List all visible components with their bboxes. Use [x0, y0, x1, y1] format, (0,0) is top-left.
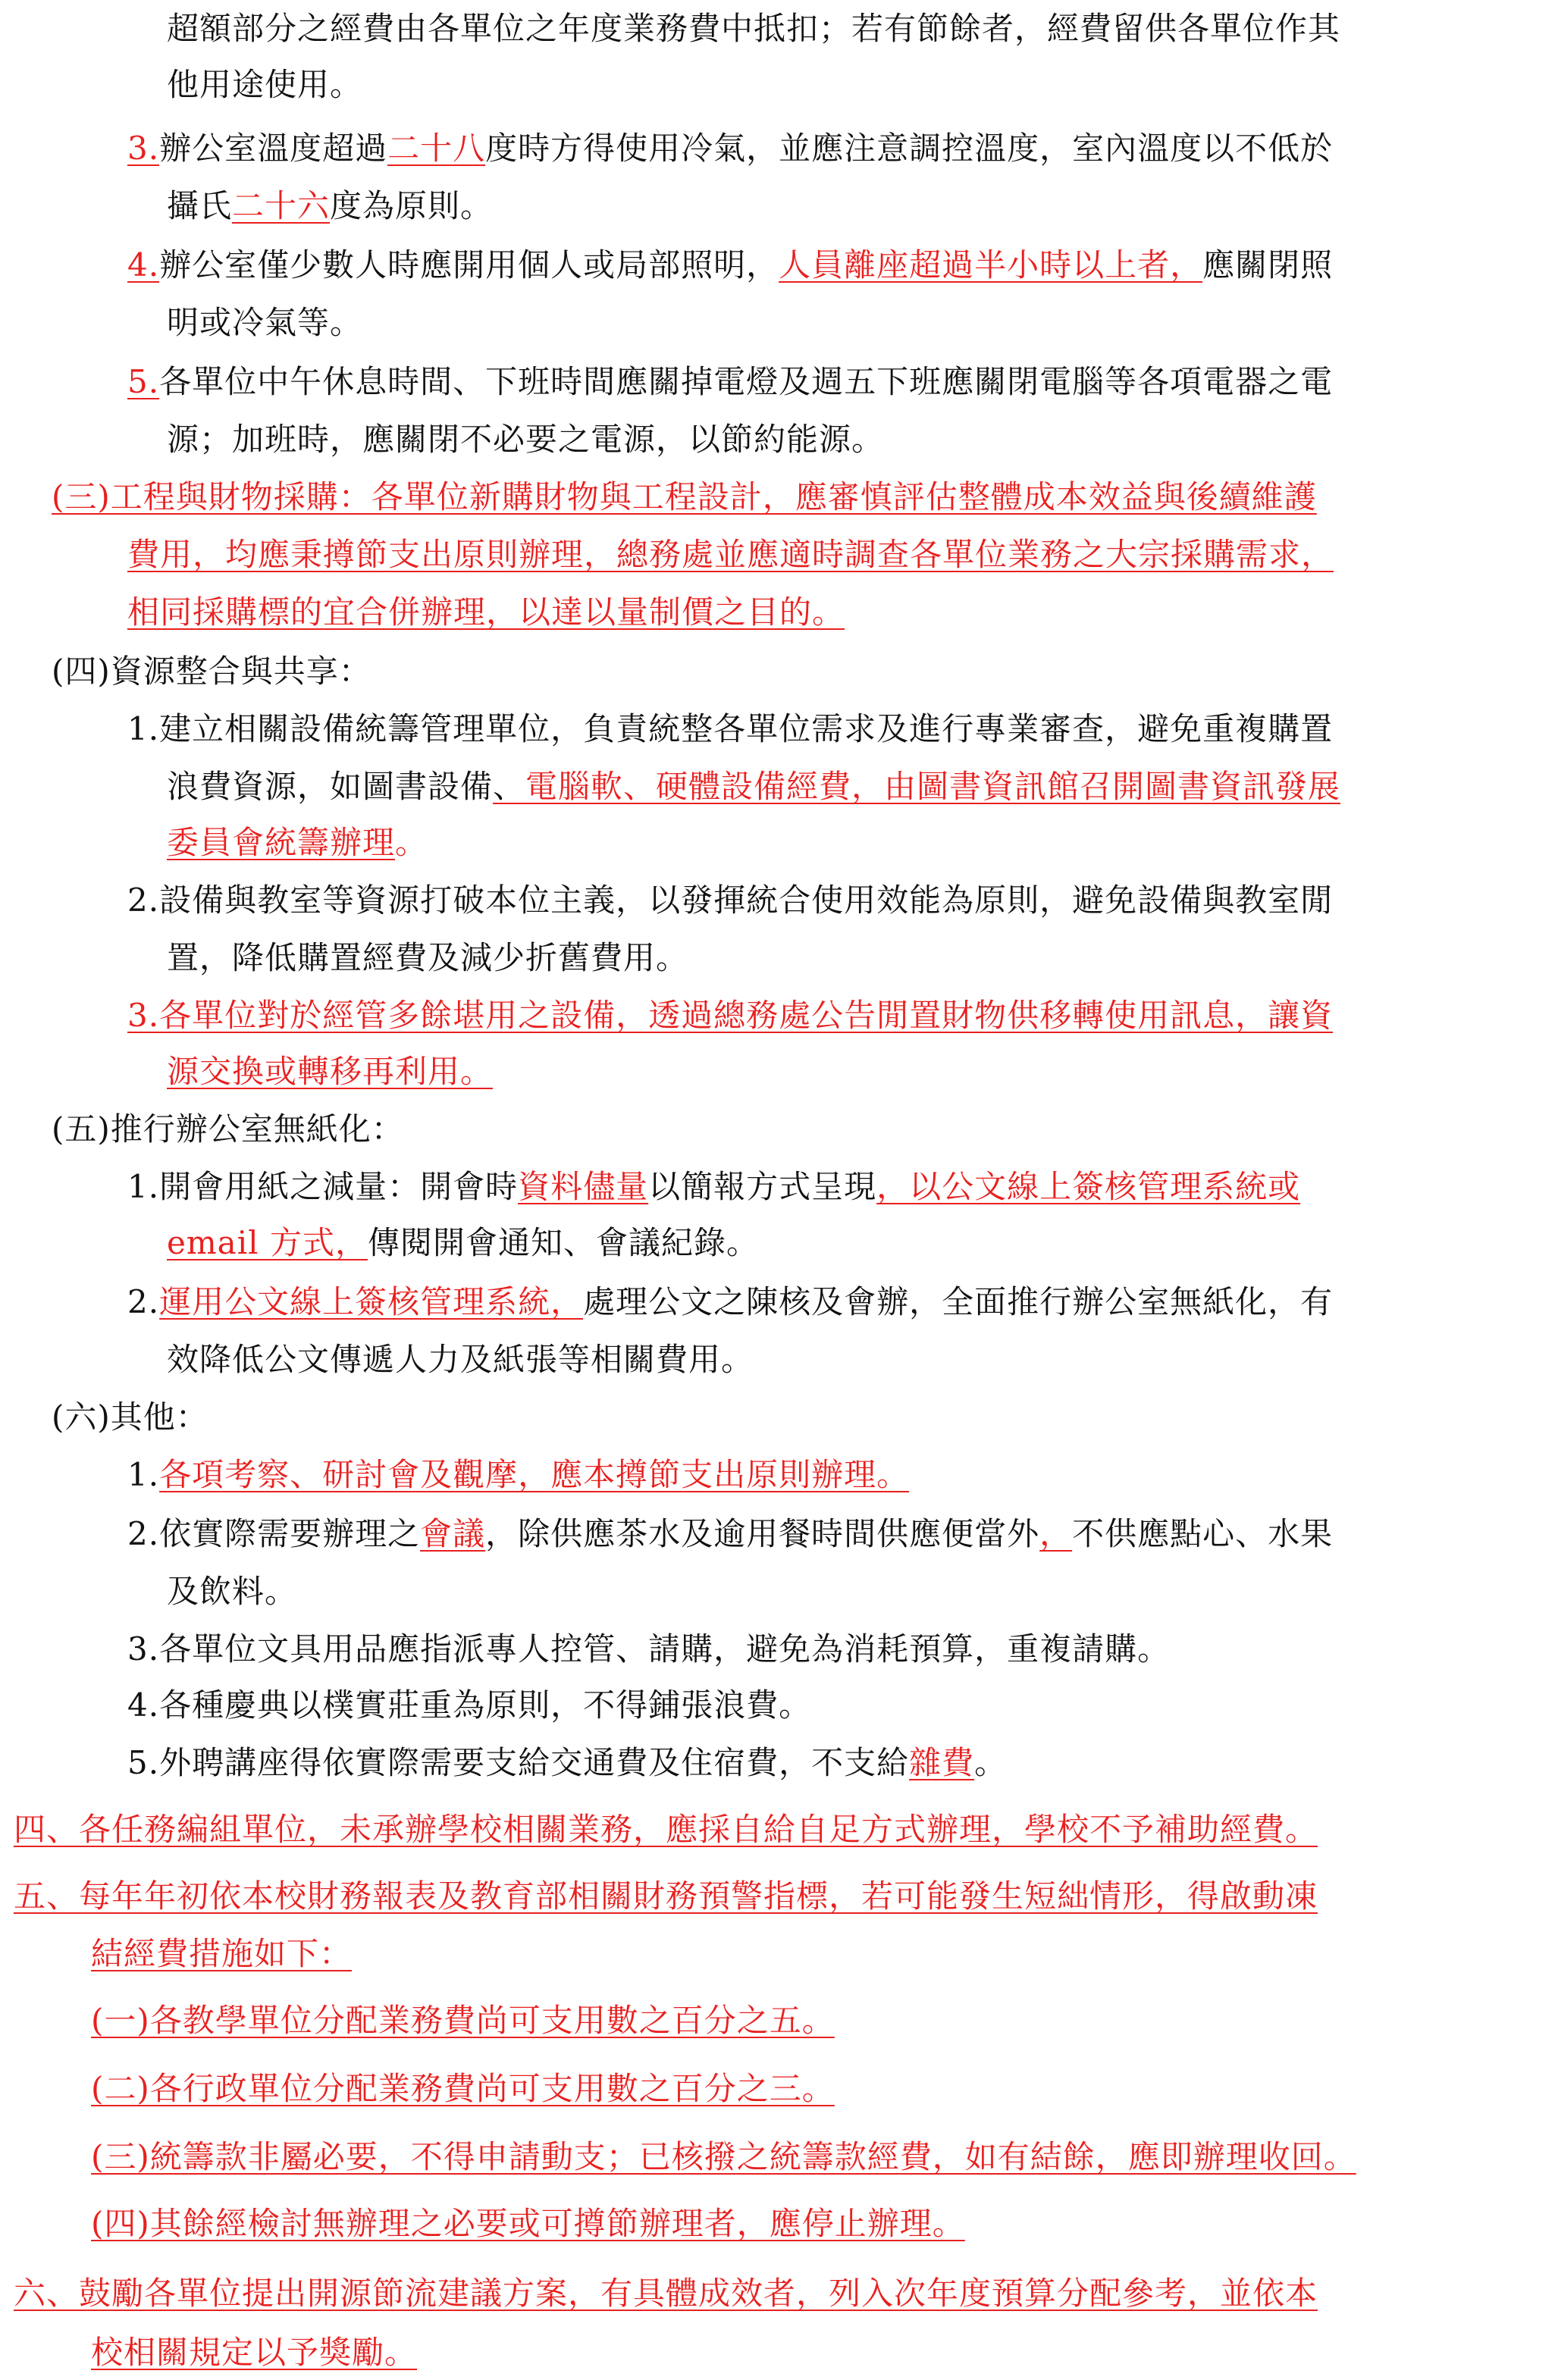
text-line: [167, 302, 362, 344]
text-segment: 源交換或轉移再利用。: [167, 1053, 494, 1090]
text-segment: 結經費措施如下：: [91, 1935, 353, 1972]
text-line: [127, 591, 845, 634]
text-segment: 3.: [127, 130, 160, 167]
text-line: [127, 879, 1333, 922]
text-line: [127, 534, 1334, 576]
text-line: [127, 1513, 1333, 1555]
text-segment: 超額部分之經費由各單位之年度業務費中抵扣；若有節餘者，經費留供各單位作其: [167, 10, 1341, 47]
text-segment: 雜費: [909, 1744, 975, 1781]
text-segment: 度為原則。: [330, 187, 494, 224]
text-segment: 處理公文之陳核及會辦，全面推行辦公室無紙化，有: [583, 1283, 1334, 1320]
text-line: [14, 1875, 1318, 1918]
text-line: [127, 1281, 1333, 1323]
text-line: [127, 1684, 811, 1727]
text-line: [167, 937, 688, 979]
text-segment: 度時方得使用冷氣，並應注意調控溫度，室內溫度以不低於: [485, 130, 1334, 167]
text-segment: ，以公文線上簽核管理系統或: [876, 1168, 1301, 1205]
text-segment: 置，降低購置經費及減少折舊費用。: [167, 939, 689, 976]
text-segment: 3.各單位文具用品應指派專人控管、請購，避免為消耗預算，重複請購。: [127, 1630, 1171, 1668]
text-segment: 委員會統籌辦理: [167, 824, 396, 861]
text-segment: 2.依實際需要辦理之: [127, 1515, 421, 1552]
text-segment: 及飲料。: [167, 1573, 298, 1610]
text-line: [167, 1339, 754, 1381]
text-segment: 電腦軟、硬體設備經費，由圖書資訊館召開圖書資訊發展: [525, 768, 1341, 805]
text-line: [167, 1222, 759, 1264]
text-segment: email 方式，: [167, 1224, 368, 1261]
text-segment: (六)其他：: [52, 1398, 208, 1436]
text-segment: 四、各任務編組單位，未承辦學校相關業務，應採自給自足方式辦理，學校不予補助經費。: [14, 1811, 1318, 1848]
text-line: [127, 127, 1333, 170]
text-line: [52, 650, 371, 693]
text-segment: (三)統籌款非屬必要，不得申請動支；已核撥之統籌款經費，如有結餘，應即辦理收回。: [91, 2138, 1356, 2175]
text-segment: 2.: [127, 1283, 160, 1320]
text-line: [127, 708, 1333, 750]
text-line: [91, 2331, 417, 2374]
text-segment: 5.: [127, 363, 160, 400]
text-line: [127, 1454, 909, 1496]
text-line: [167, 185, 493, 227]
text-line: [14, 1808, 1318, 1851]
text-line: [167, 1051, 493, 1093]
text-line: [127, 361, 1333, 403]
text-segment: 人員離座超過半小時以上者，: [779, 246, 1203, 283]
text-segment: 二十六: [232, 187, 331, 224]
text-segment: 不供應點心、水果: [1072, 1515, 1334, 1552]
text-segment: 傳閱開會通知、會議紀錄。: [367, 1224, 759, 1261]
text-segment: 明或冷氣等。: [167, 304, 363, 341]
text-segment: 各項考察、研討會及觀摩，應本撙節支出原則辦理。: [159, 1456, 910, 1493]
text-segment: 各單位中午休息時間、下班時間應關掉電燈及週五下班應關閉電腦等各項電器之電: [159, 363, 1334, 400]
text-segment: 。: [974, 1744, 1008, 1781]
text-line: [127, 994, 1333, 1037]
text-segment: 浪費資源，如圖書設備: [167, 768, 494, 805]
text-segment: 六、鼓勵各單位提出開源節流建議方案，有具體成效者，列入次年度預算分配參考，並依本: [14, 2275, 1318, 2312]
text-line: [127, 1742, 1007, 1784]
text-segment: 攝氏: [167, 187, 233, 224]
text-line: [127, 244, 1333, 287]
text-segment: 資料儘量: [518, 1168, 649, 1205]
text-segment: 3.各單位對於經管多餘堪用之設備，透過總務處公告閒置財物供移轉使用訊息，讓資: [127, 997, 1334, 1034]
text-segment: 二十八: [387, 130, 486, 167]
text-line: [167, 64, 362, 106]
text-segment: (四)資源整合與共享：: [52, 653, 371, 690]
text-segment: 運用公文線上簽核管理系統，: [159, 1283, 584, 1320]
text-segment: 、: [493, 768, 526, 805]
text-segment: 4.各種慶典以樸實莊重為原則，不得鋪張浪費。: [127, 1686, 812, 1724]
text-line: [167, 8, 1340, 50]
text-line: [14, 2272, 1318, 2315]
text-segment: 2.設備與教室等資源打破本位主義，以發揮統合使用效能為原則，避免設備與教室閒: [127, 882, 1334, 919]
text-segment: 應關閉照: [1202, 246, 1334, 283]
text-line: [91, 2203, 965, 2245]
text-segment: 源；加班時，應關閉不必要之電源，以節約能源。: [167, 421, 885, 458]
text-segment: 相同採購標的宜合併辦理，以達以量制價之目的。: [127, 593, 845, 631]
text-segment: ，除供應茶水及逾用餐時間供應便當外: [485, 1515, 1040, 1552]
text-line: [167, 766, 1340, 808]
text-segment: 五、每年年初依本校財務報表及教育部相關財務預警指標，若可能發生短絀情形，得啟動凍: [14, 1877, 1318, 1915]
text-segment: 他用途使用。: [167, 66, 363, 103]
text-segment: (三)工程與財物採購：各單位新購財物與工程設計，應審慎評估整體成本效益與後續維護: [52, 478, 1317, 515]
text-line: [52, 476, 1317, 518]
text-line: [91, 2136, 1356, 2178]
text-segment: 辦公室僅少數人時應開用個人或局部照明，: [159, 246, 779, 283]
text-segment: 1.開會用紙之減量：開會時: [127, 1168, 519, 1205]
text-segment: (四)其餘經檢討無辦理之必要或可撙節辦理者，應停止辦理。: [91, 2205, 965, 2242]
text-line: [127, 1166, 1300, 1208]
text-line: [167, 418, 884, 461]
text-segment: ，: [1039, 1515, 1073, 1552]
text-segment: 1.建立相關設備統籌管理單位，負責統整各單位需求及進行專業審查，避免重複購置: [127, 710, 1334, 747]
text-segment: 費用，均應秉撙節支出原則辦理，總務處並應適時調查各單位業務之大宗採購需求，: [127, 536, 1334, 573]
text-line: [91, 2068, 835, 2110]
text-segment: 。: [395, 824, 428, 861]
text-segment: (一)各教學單位分配業務費尚可支用數之百分之五。: [91, 2002, 835, 2039]
text-line: [167, 822, 428, 864]
text-line: [127, 1628, 1170, 1671]
text-segment: 1.: [127, 1456, 160, 1493]
text-segment: 效降低公文傳遞人力及紙張等相關費用。: [167, 1341, 754, 1378]
text-line: [167, 1570, 297, 1613]
text-line: [52, 1108, 404, 1151]
text-segment: 校相關規定以予獎勵。: [91, 2334, 418, 2371]
text-line: [52, 1396, 208, 1439]
text-segment: 4.: [127, 246, 160, 283]
text-segment: (五)推行辦公室無紙化：: [52, 1110, 404, 1148]
text-segment: 5.外聘講座得依實際需要支給交通費及住宿費，不支給: [127, 1744, 910, 1781]
text-line: [91, 1933, 352, 1975]
text-segment: 辦公室溫度超過: [159, 130, 388, 167]
text-segment: 會議: [420, 1515, 486, 1552]
text-segment: (二)各行政單位分配業務費尚可支用數之百分之三。: [91, 2070, 835, 2107]
text-segment: 以簡報方式呈現: [648, 1168, 877, 1205]
text-line: [91, 2000, 835, 2042]
